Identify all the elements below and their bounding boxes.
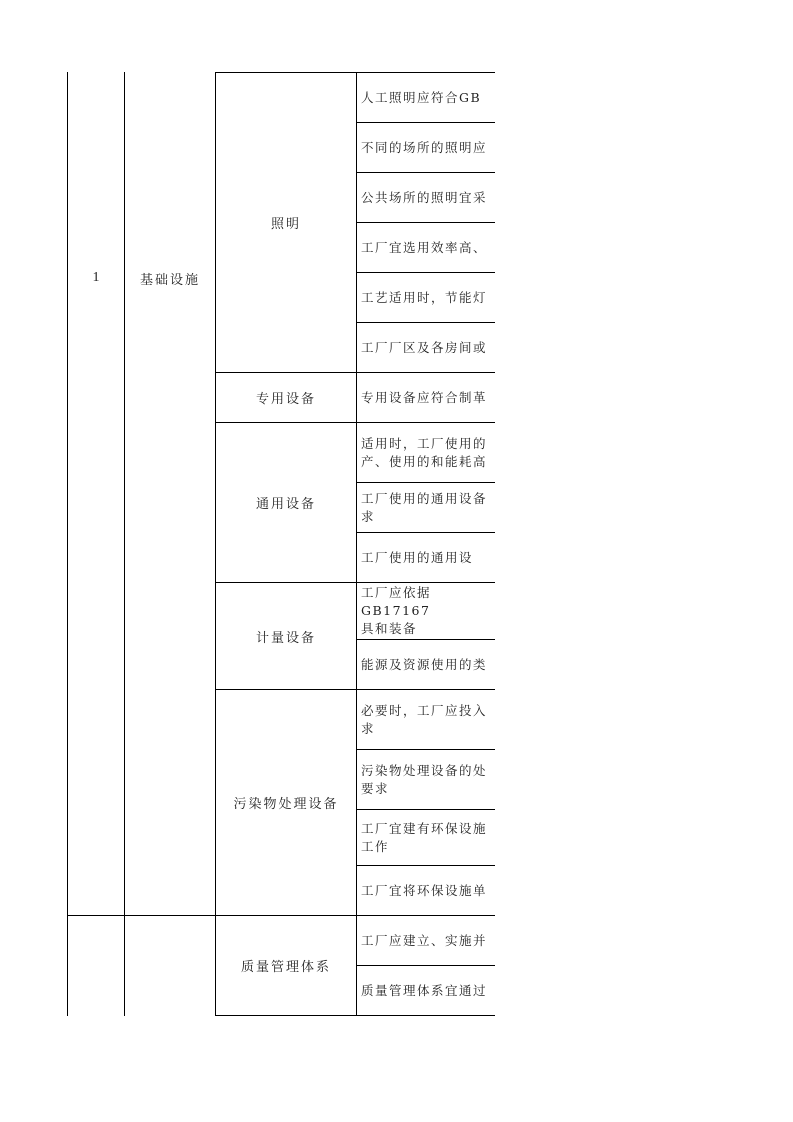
subcategory-general-equipment: 通用设备 xyxy=(255,497,316,512)
requirement-cell: 工厂应依据GB17167 具和装备 xyxy=(361,585,432,636)
category-cell: 基础设施 xyxy=(139,272,200,288)
requirement-cell: 质量管理体系宜通过 xyxy=(361,982,488,998)
requirement-cell: 工厂应建立、实施并 xyxy=(361,932,488,948)
requirement-cell: 工厂厂区及各房间或 xyxy=(361,339,488,355)
requirement-cell: 人工照明应符合GB xyxy=(361,89,482,105)
subcategory-special-equipment: 专用设备 xyxy=(255,392,316,407)
table-divider-subcategory xyxy=(356,72,357,1016)
requirement-cell: 工厂宜将环保设施单 xyxy=(361,882,488,898)
requirement-cell: 专用设备应符合制革 xyxy=(361,389,488,405)
requirement-cell: 适用时，工厂使用的 产、使用的和能耗高 xyxy=(361,435,488,469)
subcategory-pollutant-equipment: 污染物处理设备 xyxy=(233,797,339,812)
subcategory-lighting: 照明 xyxy=(270,217,301,232)
requirement-cell: 工艺适用时，节能灯 xyxy=(361,289,488,305)
requirement-cell: 不同的场所的照明应 xyxy=(361,139,488,155)
row-number: 1 xyxy=(92,270,100,285)
requirement-cell: 污染物处理设备的处 要求 xyxy=(361,762,488,796)
requirement-cell: 工厂使用的通用设 xyxy=(361,549,474,565)
requirement-cell: 必要时，工厂应投入 求 xyxy=(361,702,488,736)
subcategory-quality-system: 质量管理体系 xyxy=(240,960,331,975)
requirement-cell: 能源及资源使用的类 xyxy=(361,656,488,672)
row-number xyxy=(68,916,124,1016)
requirement-cell: 公共场所的照明宜采 xyxy=(361,189,488,205)
subcategory-metering-equipment: 计量设备 xyxy=(255,630,316,646)
requirement-cell: 工厂使用的通用设备 求 xyxy=(361,490,488,524)
requirement-cell: 工厂宜选用效率高、 xyxy=(361,239,488,255)
category-cell xyxy=(125,916,215,1016)
table-bottom-border xyxy=(215,1015,495,1016)
requirement-cell: 工厂宜建有环保设施 工作 xyxy=(361,820,488,854)
